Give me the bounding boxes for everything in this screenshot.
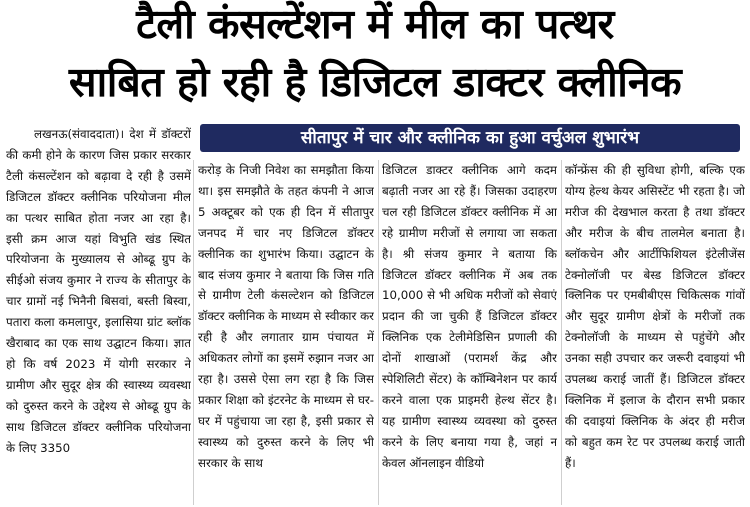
article-column-3: डिजिटल डाक्टर क्लीनिक आगे कदम बढ़ाती नजर आ रहे हैं। जिसका उदाहरण चल रही डिजिटल डॉक्टर क्लीनिक में आ रहे ग्रामीण मरीजों से लगाया जा सकता है। श्री संजय कुमार ने बताया कि डिजिटल डॉक्टर क्लीनिक में अब तक 10,000 से भी अधिक मरीजों को सेवाएं प्रदान की जा चुकी हैं डिजिटल डॉक्टर क्लिनिक एक टेलीमेडिसिन प्रणाली की दोनों शाखाओं (परामर्श केंद्र और स्पेशिलिटी सेंटर) के कॉम्बिनेशन पर कार्य करने वाला एक प्राइमरी हेल्थ सेंटर है। यह ग्रामीण स्वास्थ्य व्यवस्था को दुरुस्त करने के लिए बनाया गया है, जहां न केवल ऑनलाइन वीडियो bbox=[382, 163, 557, 470]
article-column-2: करोड़ के निजी निवेश का समझौता किया था। इस समझौते के तहत कंपनी ने आज 5 अक्टूबर को एक ही दिन में सीतापुर जनपद में चार नए डिजिटल डॉक्टर क्लीनिक का शुभारंभ किया। उद्घाटन के बाद संजय कुमार ने बताया कि जिस गति से ग्रामीण टेली कंसल्टेशन को डिजिटल डॉक्टर क्लीनिक के माध्यम से स्वीकार कर रही है और लगातार ग्राम पंचायत में अधिकतर लोगों का इसमें रुझान नजर आ रहा है। उससे ऐसा लग रहा है कि जिस प्रकार शिक्षा को इंटरनेट के माध्यम से घर-घर में पहुंचाया जा रहा है, इसी प्रकार से स्वास्थ्य को दुरुस्त करने के लिए भी सरकार के साथ bbox=[198, 163, 374, 470]
subheadline-banner: सीतापुर में चार और क्लीनिक का हुआ वर्चुअल शुभारंभ bbox=[200, 124, 740, 152]
column-divider bbox=[193, 160, 194, 505]
article-column-1 bbox=[6, 124, 191, 507]
column-divider bbox=[561, 160, 562, 505]
article-column-1-text: लखनऊ(संवाददाता)। देश में डॉक्टरों की कमी होने के कारण जिस प्रकार सरकार टैली कंसल्टेंशन को बढ़ावा दे रही है उसमें डिजिटल डॉक्टर क्लीनिक परियोजना मील का पत्थर साबित होता नजर आ रहा है। इसी क्रम आज यहां विभुति खंड स्थित परियोजना के मुख्यालय से ओब्ढू ग्रुप के सीईओ संजय कुमार ने राज्य के सीतापुर के चार ग्रामों नई भिनैनी बिसवां, बस्ती बिस्वा, पतारा कला कमलापुर, इलासिया ग्रांट ब्लॉक खैराबाद का एक साथ उद्घाटन किया। ज्ञात हो कि वर्ष 2023 में योगी सरकार ने ग्रामीण और सुदूर क्षेत्र की स्वास्थ्य व्यवस्था को दुरुस्त करने के उद्देश्य से ओब्ढू ग्रुप के साथ डिजिटल डॉक्टर क्लीनिक परियोजना के लिए 3350 bbox=[6, 127, 191, 455]
article-column-4: कॉन्फ्रेंस की ही सुविधा होगी, बल्कि एक योग्य हेल्थ केयर असिस्टेंट भी रहता है। जो मरीज की देखभाल करता है तथा डॉक्टर और मरीज के बीच तालमेल बनाता है। ब्लॉकचेन और आर्टीफिशियल इंटेलीजेंस टेक्नोलॉजी पर बेस्ड डिजिटल डॉक्टर क्लिनिक पर एमबीबीएस चिकित्सक गांवों और सुदूर ग्रामीण क्षेत्रों के मरीजों तक टेक्नोलॉजी के माध्यम से पहुंचेंगे और उनका सही उपचार कर जरूरी दवाइयां भी उपलब्ध कराई जातीं हैं। डिजिटल डॉक्टर क्लिनिक में इलाज के दौरान सभी प्रकार की दवाइयां क्लिनिक के अंदर ही मरीज को बहुत कम रेट पर उपलब्ध कराई जाती हैं। bbox=[565, 163, 745, 470]
column-divider bbox=[378, 160, 379, 505]
headline-line-2: साबित हो रही है डिजिटल डाक्टर क्लीनिक bbox=[68, 58, 682, 106]
headline-line-1: टैली कंसल्टेंशन में मील का पत्थर bbox=[136, 0, 614, 48]
